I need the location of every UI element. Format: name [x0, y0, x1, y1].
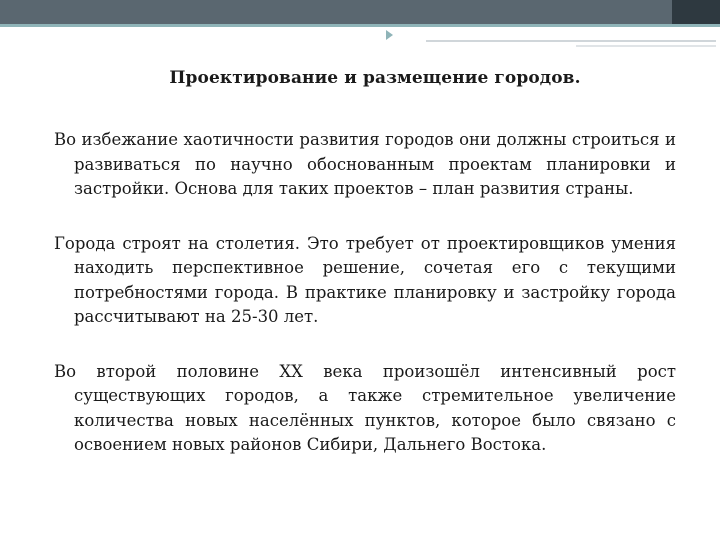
- decorative-line-short: [576, 45, 716, 47]
- slide-body: [54, 128, 676, 488]
- paragraph-2: Города строят на столетия. Это требует от проектировщиков умения находить перспективное решение, сочетая его с текущими потребностями города. В практике планировку и застройку города рассчитывают на 25-30 лет.: [54, 233, 676, 326]
- decorative-line: [426, 40, 716, 42]
- paragraph-1: Во избежание хаотичности развития городов они должны строиться и развиваться по научно обоснованным проектам планировки и застройки. Основа для таких проектов – план развития страны.: [54, 130, 676, 198]
- slide-title: Проектирование и размещение городов.: [169, 68, 581, 88]
- paragraph-3: Во второй половине XX века произошёл интенсивный рост существующих городов, а также стремительное увеличение количества новых населённых пунктов, которое было связано с освоением новых районов Сибири, Дальнего Востока.: [54, 361, 676, 454]
- header-bar-dark-segment: [672, 0, 720, 24]
- header-bar: [0, 0, 720, 24]
- header-accent-stripe: [0, 24, 720, 27]
- arrow-marker-icon: [386, 30, 393, 40]
